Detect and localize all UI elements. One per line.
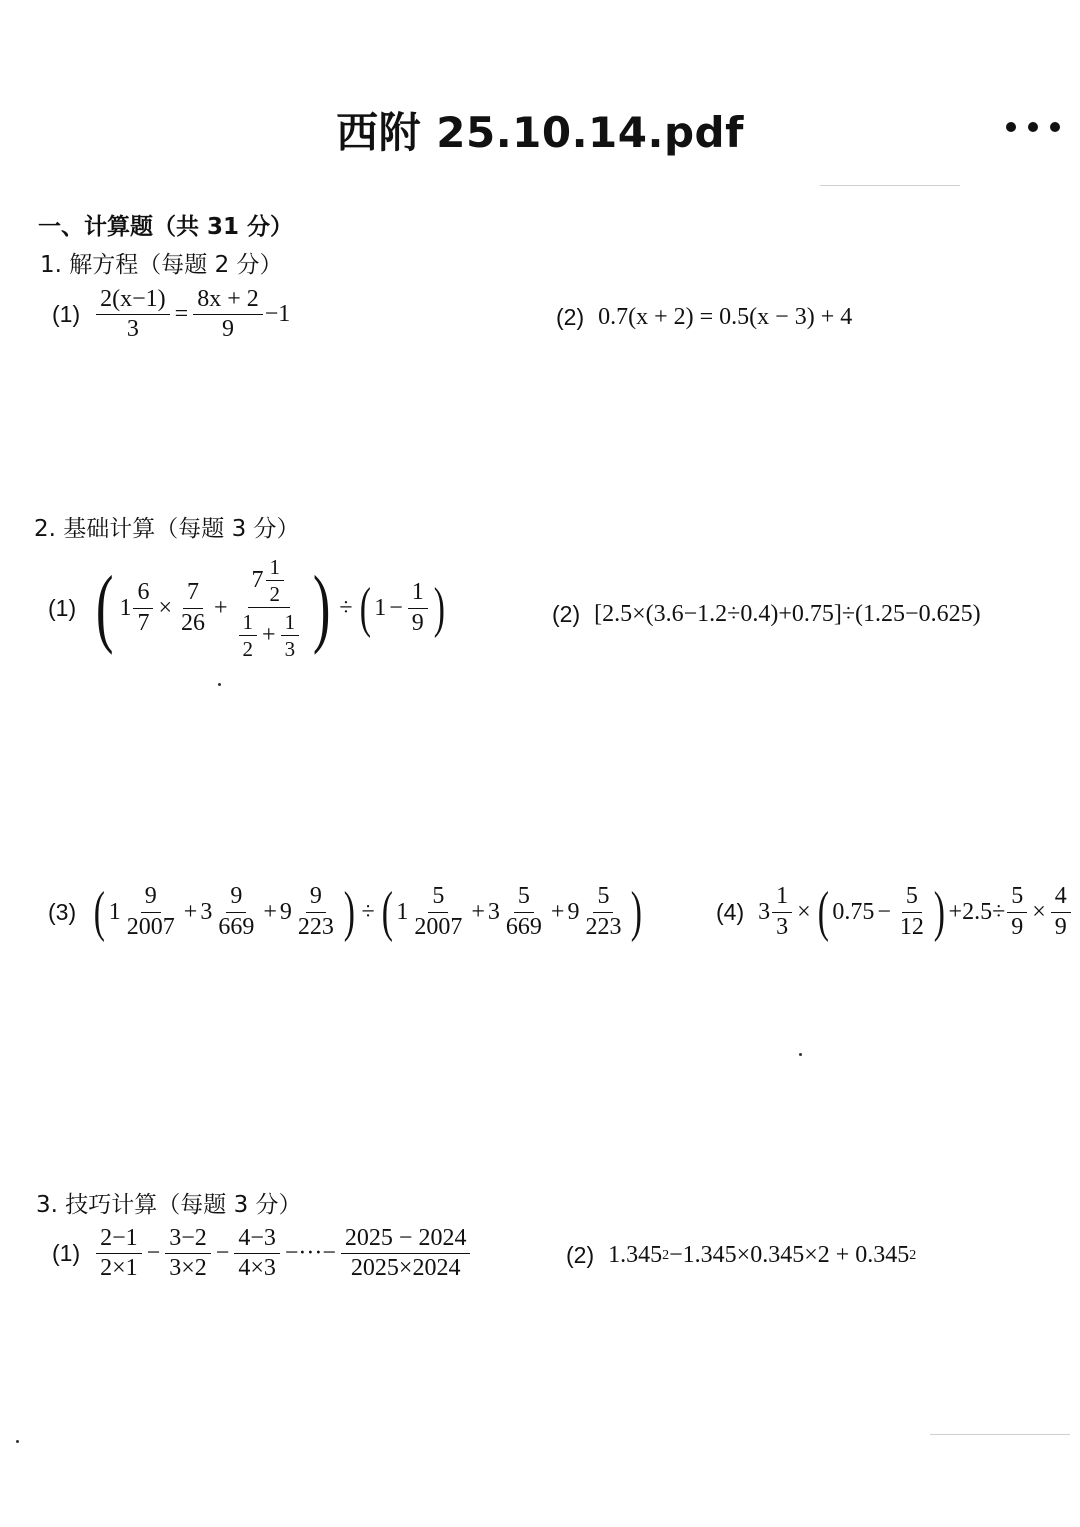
complex-fraction: 7 $\frac{1}{2}$ $\frac{1}{2}$ + $\frac{1}{3}$ [233, 556, 306, 660]
fraction-denominator: 669 [218, 913, 255, 940]
fraction-denominator: 223 [297, 913, 334, 940]
whole-number: 7 [251, 566, 264, 593]
plus-sign: + [550, 898, 565, 925]
expression-tail: −1 [264, 301, 291, 328]
problem-label: (1) [52, 301, 81, 328]
plus-sign: + [213, 594, 228, 621]
exponent: 2 [909, 1247, 917, 1263]
divide-sign: ÷ [339, 594, 353, 621]
minus-sign: − [877, 898, 891, 925]
fraction-denominator: 9 [221, 316, 234, 343]
fraction-denominator: 3×2 [169, 1255, 207, 1282]
q1-problem-2 [556, 304, 852, 331]
problem-label: (3) [48, 898, 77, 925]
fraction-denominator: 2 [242, 637, 254, 662]
problem-label: (2) [566, 1242, 595, 1268]
fraction-numerator: 3−2 [165, 1226, 211, 1254]
q2-problem-1 [48, 556, 448, 660]
fraction-denominator: 26 [180, 609, 205, 636]
left-paren: ( [817, 881, 829, 943]
fraction-denominator: 2×1 [100, 1255, 138, 1282]
whole-number: 1 [108, 898, 121, 925]
fraction-numerator: 1 [266, 556, 285, 581]
fraction-numerator: 5 [428, 884, 448, 912]
fraction-numerator: 2−1 [96, 1226, 142, 1254]
fraction-numerator: 9 [141, 884, 161, 912]
left-paren: ( [381, 881, 393, 943]
left-paren: ( [95, 559, 114, 657]
fraction-numerator: 8x + 2 [193, 287, 263, 315]
fraction-denominator: 3 [776, 913, 789, 940]
fraction-numerator: 5 [902, 884, 922, 912]
q2-problem-4 [716, 881, 1073, 943]
base-number: 1.345 [608, 1242, 663, 1268]
right-paren: ) [631, 881, 643, 943]
right-paren: ) [343, 881, 355, 943]
divide-sign: ÷ [361, 898, 375, 925]
equation-expression: 0.7(x + 2) = 0.5(x − 3) + 4 [598, 304, 853, 330]
times-sign: × [1032, 898, 1046, 925]
whole-number: 3 [487, 898, 500, 925]
fraction-numerator: 9 [306, 884, 326, 912]
q3-problem-2 [566, 1242, 916, 1269]
fraction-denominator: 12 [899, 913, 924, 940]
times-sign: × [158, 594, 172, 621]
fraction-denominator: 3 [284, 637, 296, 662]
document-title: 西附 25.10.14.pdf [336, 108, 744, 157]
problem-label: (4) [716, 898, 745, 925]
problem-label: (1) [48, 594, 77, 621]
fraction-numerator: 1 [772, 884, 792, 912]
right-paren: ) [433, 577, 445, 640]
scan-artifact-line [820, 185, 960, 186]
fraction-denominator: 223 [585, 913, 622, 940]
whole-number: 3 [200, 898, 213, 925]
whole-number: 1 [374, 594, 387, 621]
minus-sign: − [389, 594, 403, 621]
whole-number: 3 [758, 898, 771, 925]
expression-middle: −1.345×0.345×2 + 0.345 [669, 1242, 910, 1268]
whole-number: 1 [119, 594, 132, 621]
arithmetic-expression: [2.5×(3.6−1.2÷0.4)+0.75]÷(1.25−0.625) [594, 601, 981, 627]
fraction-numerator: 2025 − 2024 [341, 1226, 471, 1254]
q3-problem-1 [52, 1226, 472, 1281]
exponent: 2 [662, 1247, 670, 1263]
fraction-numerator: 5 [1007, 884, 1027, 912]
fraction-numerator: 9 [226, 884, 246, 912]
fraction-denominator: 669 [505, 913, 542, 940]
q1-title: 1. 解方程（每题 2 分） [40, 252, 283, 278]
problem-label: (2) [556, 304, 585, 330]
q3-title: 3. 技巧计算（每题 3 分） [36, 1192, 302, 1218]
fraction-denominator: 9 [1011, 913, 1024, 940]
whole-number: 9 [279, 898, 292, 925]
q2-problem-2 [552, 601, 981, 628]
fraction-denominator: 3 [126, 316, 139, 343]
plus-sign: + [183, 898, 198, 925]
fraction-denominator: 7 [137, 609, 150, 636]
left-paren: ( [93, 881, 106, 943]
q1-problem-1 [52, 287, 290, 342]
fraction-numerator: 1 [239, 611, 258, 636]
scan-artifact-dot [799, 1053, 802, 1056]
fraction-numerator: 4−3 [234, 1226, 280, 1254]
whole-number: 9 [567, 898, 580, 925]
more-options-icon[interactable] [1006, 116, 1062, 138]
q2-problem-3 [48, 881, 646, 943]
fraction-numerator: 1 [281, 611, 300, 636]
fraction-denominator: 2025×2024 [350, 1255, 461, 1282]
fraction-denominator: 2007 [126, 913, 175, 940]
fraction-numerator: 1 [408, 580, 428, 608]
section-title: 一、计算题（共 31 分） [38, 214, 294, 240]
fraction-denominator: 2007 [414, 913, 463, 940]
fraction-numerator: 6 [133, 580, 153, 608]
fraction-numerator: 4 [1051, 884, 1071, 912]
equals-sign: = [174, 301, 189, 328]
fraction-numerator: 5 [593, 884, 613, 912]
fraction-numerator: 5 [514, 884, 534, 912]
fraction-denominator: 2 [269, 582, 281, 607]
fraction-denominator: 9 [1054, 913, 1067, 940]
times-sign: × [797, 898, 811, 925]
plus-sign: + [263, 898, 277, 925]
right-paren: ) [312, 559, 331, 657]
decimal-number: 0.75 [832, 898, 875, 925]
minus-sign: − [146, 1240, 161, 1267]
scan-artifact-dot [218, 683, 221, 686]
q2-title: 2. 基础计算（每题 3 分） [34, 516, 300, 542]
expression-middle: +2.5÷ [948, 898, 1006, 925]
left-paren: ( [359, 577, 371, 640]
fraction-numerator: 2(x−1) [96, 287, 170, 315]
problem-label: (1) [52, 1240, 81, 1267]
fraction-numerator: 7 [183, 580, 203, 608]
whole-number: 1 [396, 898, 409, 925]
scan-artifact-line [930, 1434, 1070, 1435]
fraction-denominator: 9 [411, 609, 424, 636]
ellipsis: −···− [284, 1240, 336, 1267]
minus-sign: − [215, 1240, 230, 1267]
plus-sign: + [471, 898, 485, 925]
scan-artifact-dot [16, 1440, 19, 1443]
right-paren: ) [933, 881, 945, 943]
fraction-denominator: 4×3 [238, 1255, 276, 1282]
problem-label: (2) [552, 601, 581, 627]
